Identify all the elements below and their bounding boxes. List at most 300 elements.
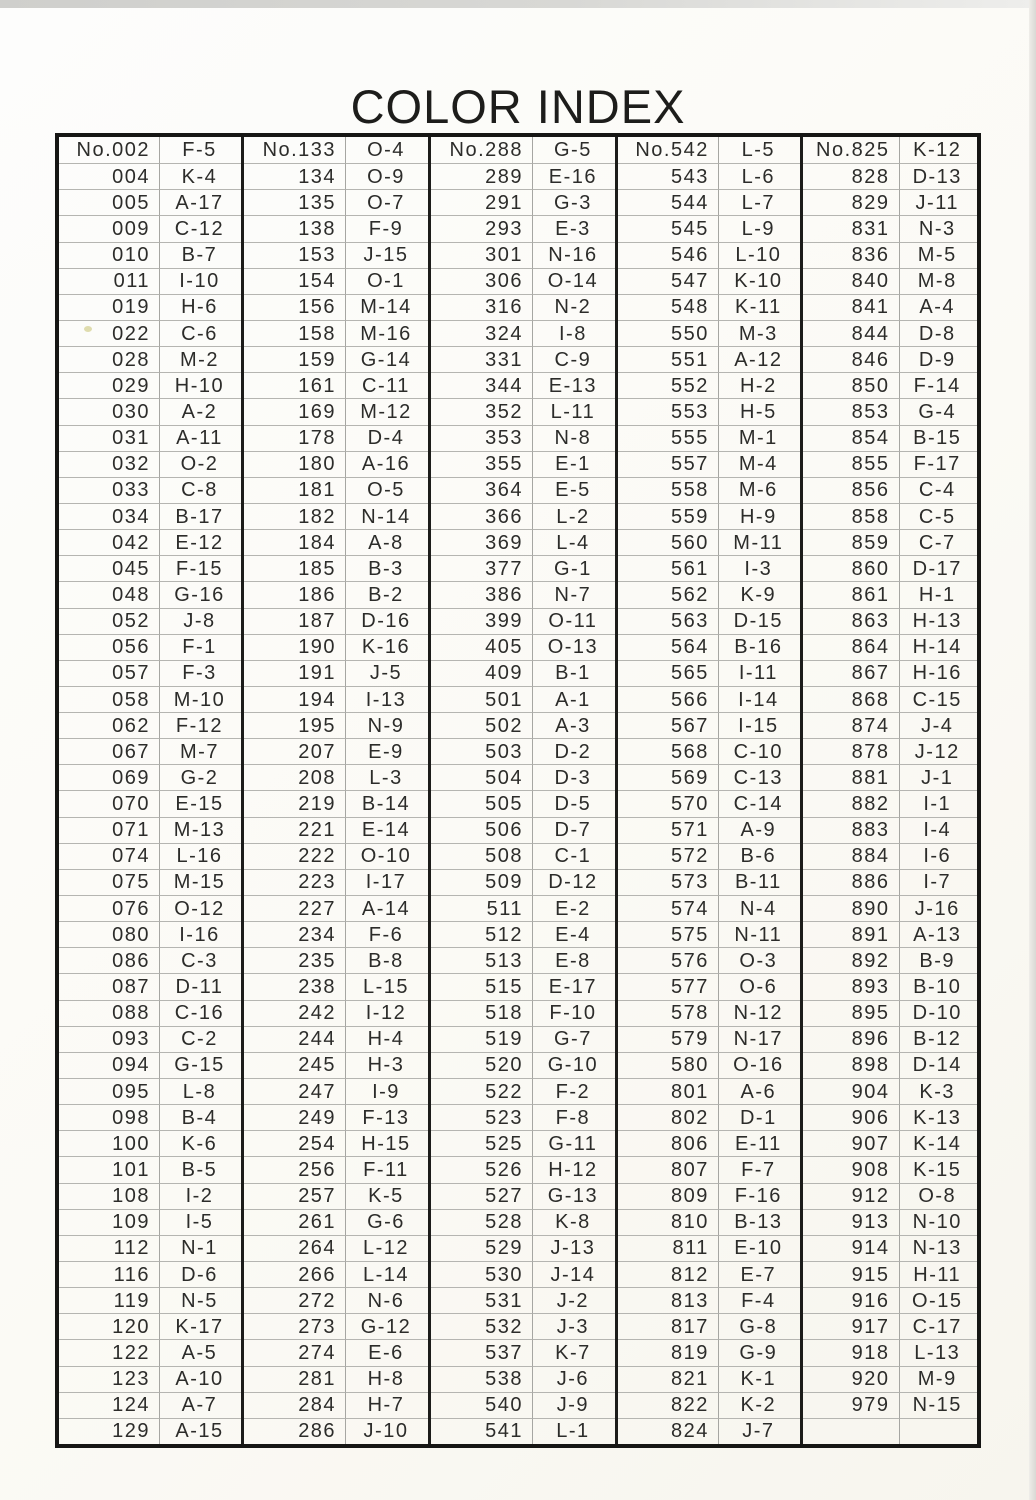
color-code-cell: C-8 <box>160 477 241 503</box>
color-number-cell: 896 <box>803 1026 900 1052</box>
color-number-cell: 506 <box>431 817 533 843</box>
color-code-cell: J-15 <box>346 242 428 268</box>
color-number-cell: 540 <box>431 1392 533 1418</box>
color-code-cell: C-11 <box>346 372 428 398</box>
color-code-cell: M-2 <box>160 346 241 372</box>
color-number-cell <box>803 1418 900 1444</box>
color-number-cell: 501 <box>431 686 533 712</box>
color-code-cell: F-14 <box>900 372 977 398</box>
color-number-cell: 844 <box>803 320 900 346</box>
color-code-cell: D-4 <box>346 425 428 451</box>
color-code-cell: A-4 <box>900 294 977 320</box>
color-code-cell: D-14 <box>900 1052 977 1078</box>
column-group-4 <box>615 137 800 1444</box>
color-code-cell: G-5 <box>554 139 592 162</box>
color-code-cell: B-2 <box>346 581 428 607</box>
color-code-cell: H-14 <box>900 634 977 660</box>
color-number-cell: 807 <box>618 1156 719 1182</box>
color-number-cell: 190 <box>244 634 346 660</box>
color-code-cell: L-9 <box>719 215 800 241</box>
color-number-cell: 813 <box>618 1287 719 1313</box>
color-code-cell: D-16 <box>346 608 428 634</box>
color-code-cell: I-14 <box>719 686 800 712</box>
color-code-cell: B-14 <box>346 790 428 816</box>
color-code-cell: K-3 <box>900 1078 977 1104</box>
color-number-cell: 221 <box>244 817 346 843</box>
color-number-cell: 551 <box>618 346 719 372</box>
color-number-cell: 564 <box>618 634 719 660</box>
color-number-cell: 238 <box>244 973 346 999</box>
color-number-cell: 907 <box>803 1130 900 1156</box>
color-code-cell: H-15 <box>346 1130 428 1156</box>
color-code-cell: O-13 <box>533 634 615 660</box>
color-code-cell: A-7 <box>160 1392 241 1418</box>
color-number-cell: 576 <box>618 947 719 973</box>
color-code-cell: C-6 <box>160 320 241 346</box>
color-code-cell: M-3 <box>719 320 800 346</box>
color-number-cell: 817 <box>618 1313 719 1339</box>
color-number-cell: 882 <box>803 790 900 816</box>
color-number-cell: 352 <box>431 398 533 424</box>
color-code-cell: J-4 <box>900 712 977 738</box>
color-code-cell: B-5 <box>160 1156 241 1182</box>
color-number-cell: No.002 <box>59 137 160 163</box>
color-number-cell: 186 <box>244 581 346 607</box>
color-code-cell: B-7 <box>160 242 241 268</box>
color-number-cell: 543 <box>618 163 719 189</box>
color-number-cell: 080 <box>59 921 160 947</box>
color-code-cell: F-5 <box>182 139 217 162</box>
color-code-cell: D-9 <box>900 346 977 372</box>
color-number-cell: 854 <box>803 425 900 451</box>
color-number-cell: No.133 <box>244 137 346 163</box>
color-number-cell: 405 <box>431 634 533 660</box>
color-code-cell: J-5 <box>346 660 428 686</box>
color-number-cell: 029 <box>59 372 160 398</box>
color-code-cell: K-12 <box>913 139 962 162</box>
color-number-cell: 108 <box>59 1183 160 1209</box>
color-code-cell: D-12 <box>533 869 615 895</box>
color-code-cell: B-15 <box>900 425 977 451</box>
color-code-cell: F-16 <box>719 1183 800 1209</box>
color-number-cell: 530 <box>431 1261 533 1287</box>
color-code-cell: D-5 <box>533 790 615 816</box>
color-code-cell: I-10 <box>160 268 241 294</box>
color-code-cell: H-7 <box>346 1392 428 1418</box>
color-number-cell: 244 <box>244 1026 346 1052</box>
color-code-cell: G-8 <box>719 1313 800 1339</box>
color-code-cell: D-10 <box>900 1000 977 1026</box>
color-number-cell: 005 <box>59 189 160 215</box>
color-number-cell: 505 <box>431 790 533 816</box>
color-code-cell: O-5 <box>346 477 428 503</box>
color-code-cell: C-9 <box>533 346 615 372</box>
color-number-cell: 860 <box>803 555 900 581</box>
color-code-cell: H-9 <box>719 503 800 529</box>
color-number-cell: 575 <box>618 921 719 947</box>
color-code-cell: A-13 <box>900 921 977 947</box>
color-number-cell: 503 <box>431 738 533 764</box>
color-number-cell: 011 <box>59 268 160 294</box>
color-number-cell: 565 <box>618 660 719 686</box>
color-code-cell: O-4 <box>367 139 405 162</box>
color-number-cell: 518 <box>431 1000 533 1026</box>
color-number-cell: 156 <box>244 294 346 320</box>
color-code-cell: H-5 <box>719 398 800 424</box>
color-number-cell: 856 <box>803 477 900 503</box>
color-number-cell: 207 <box>244 738 346 764</box>
color-code-cell: N-13 <box>900 1235 977 1261</box>
color-number-cell: 266 <box>244 1261 346 1287</box>
color-number-cell: 920 <box>803 1366 900 1392</box>
color-code-cell: L-13 <box>900 1339 977 1365</box>
color-number-cell: 836 <box>803 242 900 268</box>
color-number-cell: 223 <box>244 869 346 895</box>
color-number-cell: 033 <box>59 477 160 503</box>
color-code-cell: E-8 <box>533 947 615 973</box>
color-code-cell: L-6 <box>719 163 800 189</box>
color-number-cell: 579 <box>618 1026 719 1052</box>
color-code-cell: E-9 <box>346 738 428 764</box>
color-code-cell: F-11 <box>346 1156 428 1182</box>
color-number-cell: 264 <box>244 1235 346 1261</box>
color-code-cell: I-7 <box>900 869 977 895</box>
color-number-cell: 386 <box>431 581 533 607</box>
color-number-cell: 184 <box>244 529 346 555</box>
color-number-cell: 032 <box>59 451 160 477</box>
color-number-cell: 194 <box>244 686 346 712</box>
color-number-cell: 864 <box>803 634 900 660</box>
color-number-cell: 087 <box>59 973 160 999</box>
color-code-cell: D-13 <box>900 163 977 189</box>
color-number-cell: 846 <box>803 346 900 372</box>
color-number-cell: 841 <box>803 294 900 320</box>
color-code-cell: M-10 <box>160 686 241 712</box>
color-code-cell: H-4 <box>346 1026 428 1052</box>
color-code-cell: A-1 <box>533 686 615 712</box>
color-number-cell: 116 <box>59 1261 160 1287</box>
color-code-cell: E-17 <box>533 973 615 999</box>
color-number-cell: 185 <box>244 555 346 581</box>
color-code-cell: O-14 <box>533 268 615 294</box>
color-number-cell: No.288 <box>431 137 533 163</box>
color-code-cell: F-12 <box>160 712 241 738</box>
color-number-cell: 022 <box>59 320 160 346</box>
color-number-cell: 256 <box>244 1156 346 1182</box>
color-code-cell: A-16 <box>346 451 428 477</box>
color-code-cell: A-9 <box>719 817 800 843</box>
color-code-cell: E-5 <box>533 477 615 503</box>
color-number-cell: 098 <box>59 1104 160 1130</box>
color-number-cell: 377 <box>431 555 533 581</box>
color-number-cell: 881 <box>803 764 900 790</box>
color-number-cell: 247 <box>244 1078 346 1104</box>
color-number-cell: 863 <box>803 608 900 634</box>
color-number-cell: 234 <box>244 921 346 947</box>
color-number-cell: 093 <box>59 1026 160 1052</box>
color-number-cell: 570 <box>618 790 719 816</box>
color-number-cell: 898 <box>803 1052 900 1078</box>
color-code-cell: B-17 <box>160 503 241 529</box>
color-number-cell: 028 <box>59 346 160 372</box>
color-number-cell: 344 <box>431 372 533 398</box>
color-code-cell: G-15 <box>160 1052 241 1078</box>
color-number-cell: 831 <box>803 215 900 241</box>
color-number-cell: 004 <box>59 163 160 189</box>
color-number-cell: 134 <box>244 163 346 189</box>
color-number-cell: 913 <box>803 1209 900 1235</box>
color-number-cell: 580 <box>618 1052 719 1078</box>
color-code-cell: G-6 <box>346 1209 428 1235</box>
color-code-cell: F-17 <box>900 451 977 477</box>
color-code-cell: E-15 <box>160 790 241 816</box>
color-code-cell: L-16 <box>160 843 241 869</box>
color-number-cell: 563 <box>618 608 719 634</box>
color-code-cell: N-17 <box>719 1026 800 1052</box>
color-number-cell: 129 <box>59 1418 160 1444</box>
color-code-cell: F-9 <box>346 215 428 241</box>
color-code-cell: K-16 <box>346 634 428 660</box>
color-code-cell: A-17 <box>160 189 241 215</box>
color-number-cell: 249 <box>244 1104 346 1130</box>
color-code-cell: O-8 <box>900 1183 977 1209</box>
color-number-cell: 075 <box>59 869 160 895</box>
color-number-cell: 558 <box>618 477 719 503</box>
color-code-cell: F-7 <box>719 1156 800 1182</box>
color-code-cell: D-17 <box>900 555 977 581</box>
page-title: COLOR INDEX <box>350 80 686 134</box>
color-number-cell: 532 <box>431 1313 533 1339</box>
color-code-cell: O-2 <box>160 451 241 477</box>
color-code-cell: F-10 <box>533 1000 615 1026</box>
color-code-cell: K-17 <box>160 1313 241 1339</box>
color-number-cell: 069 <box>59 764 160 790</box>
color-number-cell: 893 <box>803 973 900 999</box>
color-code-cell: B-16 <box>719 634 800 660</box>
color-number-cell: 159 <box>244 346 346 372</box>
color-code-cell: B-4 <box>160 1104 241 1130</box>
color-number-cell: 076 <box>59 895 160 921</box>
color-code-cell: M-9 <box>900 1366 977 1392</box>
color-code-cell: L-11 <box>533 398 615 424</box>
color-number-cell: 544 <box>618 189 719 215</box>
color-number-cell: 353 <box>431 425 533 451</box>
color-number-cell: 409 <box>431 660 533 686</box>
color-number-cell: 578 <box>618 1000 719 1026</box>
color-code-cell: D-7 <box>533 817 615 843</box>
color-code-cell: B-12 <box>900 1026 977 1052</box>
color-code-cell: E-14 <box>346 817 428 843</box>
color-number-cell: 906 <box>803 1104 900 1130</box>
color-code-cell: A-8 <box>346 529 428 555</box>
color-code-cell: M-11 <box>719 529 800 555</box>
color-code-cell: L-10 <box>719 242 800 268</box>
color-code-cell: A-14 <box>346 895 428 921</box>
color-number-cell: 572 <box>618 843 719 869</box>
color-code-cell: L-3 <box>346 764 428 790</box>
color-code-cell: N-11 <box>719 921 800 947</box>
color-number-cell: 048 <box>59 581 160 607</box>
color-code-cell: N-2 <box>533 294 615 320</box>
color-code-cell: I-8 <box>533 320 615 346</box>
color-number-cell: 513 <box>431 947 533 973</box>
color-number-cell: 828 <box>803 163 900 189</box>
color-number-cell: 208 <box>244 764 346 790</box>
color-code-cell: K-5 <box>346 1183 428 1209</box>
color-number-cell: 567 <box>618 712 719 738</box>
column-group-3 <box>428 137 615 1444</box>
color-code-cell: J-10 <box>346 1418 428 1444</box>
color-number-cell: 822 <box>618 1392 719 1418</box>
color-number-cell: 289 <box>431 163 533 189</box>
color-code-cell: J-16 <box>900 895 977 921</box>
color-code-cell: M-4 <box>719 451 800 477</box>
color-code-cell: C-12 <box>160 215 241 241</box>
color-number-cell: 914 <box>803 1235 900 1261</box>
color-code-cell: J-6 <box>533 1366 615 1392</box>
color-code-cell: K-14 <box>900 1130 977 1156</box>
color-number-cell: 810 <box>618 1209 719 1235</box>
color-code-cell: N-4 <box>719 895 800 921</box>
color-number-cell: 812 <box>618 1261 719 1287</box>
color-number-cell: 019 <box>59 294 160 320</box>
color-code-cell: L-14 <box>346 1261 428 1287</box>
color-code-cell: C-7 <box>900 529 977 555</box>
color-code-cell: I-17 <box>346 869 428 895</box>
color-number-cell: 112 <box>59 1235 160 1261</box>
color-code-cell: C-4 <box>900 477 977 503</box>
color-index-table <box>55 133 981 1448</box>
color-number-cell: 074 <box>59 843 160 869</box>
color-number-cell: 840 <box>803 268 900 294</box>
color-number-cell: 855 <box>803 451 900 477</box>
color-code-cell: O-10 <box>346 843 428 869</box>
color-number-cell: 886 <box>803 869 900 895</box>
color-code-cell: E-3 <box>533 215 615 241</box>
color-code-cell: F-3 <box>160 660 241 686</box>
color-number-cell: 519 <box>431 1026 533 1052</box>
color-number-cell: 824 <box>618 1418 719 1444</box>
color-code-cell: A-6 <box>719 1078 800 1104</box>
color-code-cell: O-11 <box>533 608 615 634</box>
color-number-cell: 119 <box>59 1287 160 1313</box>
color-number-cell: 566 <box>618 686 719 712</box>
color-code-cell: I-3 <box>719 555 800 581</box>
color-code-cell: K-13 <box>900 1104 977 1130</box>
color-number-cell: 512 <box>431 921 533 947</box>
color-number-cell: No.825 <box>803 137 900 163</box>
color-number-cell: 158 <box>244 320 346 346</box>
color-number-cell: 850 <box>803 372 900 398</box>
color-code-cell: J-9 <box>533 1392 615 1418</box>
color-code-cell: L-7 <box>719 189 800 215</box>
color-number-cell: 057 <box>59 660 160 686</box>
color-number-cell: 529 <box>431 1235 533 1261</box>
color-number-cell: 829 <box>803 189 900 215</box>
color-number-cell: 523 <box>431 1104 533 1130</box>
color-code-cell: E-11 <box>719 1130 800 1156</box>
color-code-cell: N-12 <box>719 1000 800 1026</box>
color-code-cell: N-1 <box>160 1235 241 1261</box>
color-code-cell: M-5 <box>900 242 977 268</box>
color-number-cell: 056 <box>59 634 160 660</box>
color-number-cell: 273 <box>244 1313 346 1339</box>
color-number-cell: 045 <box>59 555 160 581</box>
color-code-cell: D-8 <box>900 320 977 346</box>
color-code-cell: D-15 <box>719 608 800 634</box>
color-number-cell: 861 <box>803 581 900 607</box>
color-number-cell: 101 <box>59 1156 160 1182</box>
color-number-cell: 883 <box>803 817 900 843</box>
color-number-cell: 537 <box>431 1339 533 1365</box>
color-code-cell: G-3 <box>533 189 615 215</box>
color-code-cell: A-3 <box>533 712 615 738</box>
color-number-cell: 306 <box>431 268 533 294</box>
color-code-cell: C-1 <box>533 843 615 869</box>
color-number-cell: 508 <box>431 843 533 869</box>
color-code-cell: G-7 <box>533 1026 615 1052</box>
color-code-cell: J-8 <box>160 608 241 634</box>
color-code-cell: M-6 <box>719 477 800 503</box>
color-code-cell: H-2 <box>719 372 800 398</box>
color-number-cell: 100 <box>59 1130 160 1156</box>
color-number-cell: 245 <box>244 1052 346 1078</box>
color-code-cell: G-13 <box>533 1183 615 1209</box>
color-code-cell: K-11 <box>719 294 800 320</box>
color-number-cell: 819 <box>618 1339 719 1365</box>
color-code-cell: C-17 <box>900 1313 977 1339</box>
color-code-cell: A-2 <box>160 398 241 424</box>
color-code-cell: L-15 <box>346 973 428 999</box>
color-number-cell: 009 <box>59 215 160 241</box>
color-code-cell: N-8 <box>533 425 615 451</box>
color-code-cell: M-14 <box>346 294 428 320</box>
color-number-cell: 891 <box>803 921 900 947</box>
color-number-cell: 802 <box>618 1104 719 1130</box>
color-code-cell: I-4 <box>900 817 977 843</box>
color-code-cell: L-4 <box>533 529 615 555</box>
color-code-cell: N-6 <box>346 1287 428 1313</box>
color-code-cell <box>900 1418 977 1444</box>
color-number-cell: 052 <box>59 608 160 634</box>
color-code-cell: M-7 <box>160 738 241 764</box>
color-code-cell: L-2 <box>533 503 615 529</box>
color-code-cell: J-13 <box>533 1235 615 1261</box>
color-code-cell: O-1 <box>346 268 428 294</box>
color-number-cell: 859 <box>803 529 900 555</box>
color-number-cell: 884 <box>803 843 900 869</box>
color-number-cell: 573 <box>618 869 719 895</box>
color-number-cell: 525 <box>431 1130 533 1156</box>
color-code-cell: G-4 <box>900 398 977 424</box>
color-number-cell: 874 <box>803 712 900 738</box>
color-code-cell: L-5 <box>741 139 776 162</box>
column-group-5 <box>800 137 977 1444</box>
color-number-cell: 122 <box>59 1339 160 1365</box>
color-code-cell: I-6 <box>900 843 977 869</box>
color-number-cell: 918 <box>803 1339 900 1365</box>
color-code-cell: O-7 <box>346 189 428 215</box>
color-number-cell: 071 <box>59 817 160 843</box>
color-number-cell: 094 <box>59 1052 160 1078</box>
color-code-cell: M-16 <box>346 320 428 346</box>
color-code-cell: C-3 <box>160 947 241 973</box>
color-code-cell: M-15 <box>160 869 241 895</box>
color-code-cell: D-1 <box>719 1104 800 1130</box>
color-number-cell: 031 <box>59 425 160 451</box>
color-number-cell: 369 <box>431 529 533 555</box>
color-number-cell: 821 <box>618 1366 719 1392</box>
